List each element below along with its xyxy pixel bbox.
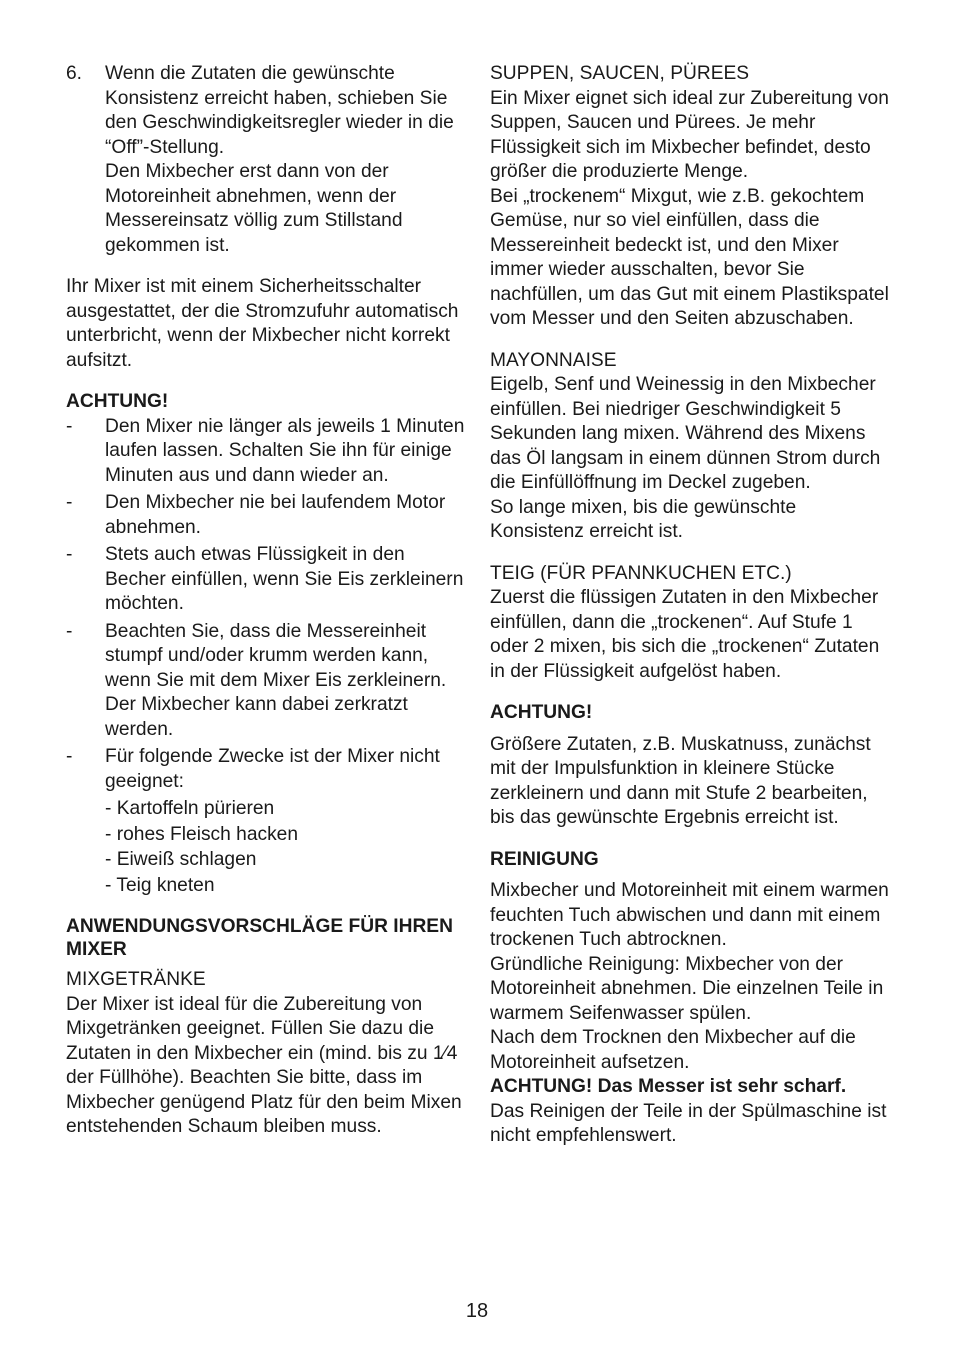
cleaning-heading: REINIGUNG bbox=[490, 848, 599, 870]
list-item: - rohes Fleisch hacken bbox=[105, 823, 299, 845]
left-column bbox=[66, 62, 466, 1140]
soups-text-2: Bei „trockenem“ Mixgut, wie z.B. gekochtem Gemüse, nur so viel einfüllen, dass die Messereinheit bedeckt ist, und den Mixer immer wieder ausschalten, bevor Sie nachfüllen, um das Gut mit einem Plastikspatel vom Messer und den Seiten abzuschaben. bbox=[490, 185, 889, 329]
dough-text: Zuerst die flüssigen Zutaten in den Mixbecher einfüllen, dann die „trockenen“. Auf Stufe 1 oder 2 mixen, bis sich die „trockenen“ Zutaten in der Flüssigkeit aufgelöst haben. bbox=[490, 587, 880, 682]
drinks-heading: MIXGETRÄNKE bbox=[66, 969, 206, 990]
list-item: - Teig kneten bbox=[105, 874, 215, 896]
step-6 bbox=[66, 62, 466, 258]
cleaning-warning: ACHTUNG! Das Messer ist sehr scharf. bbox=[490, 1076, 847, 1097]
warning-list bbox=[66, 415, 466, 899]
list-item: - Eiweiß schlagen bbox=[105, 849, 257, 870]
drinks-text: Der Mixer ist ideal für die Zubereitung von Mixgetränken geeignet. Füllen Sie dazu die Zutaten in den Mixbecher ein (mind. bis zu 1⁄4 der Füllhöhe). Beachten Sie bitte, dass im Mixbecher genügend Platz für den beim Mixen entstehenden Schaum bleiben muss. bbox=[66, 993, 462, 1137]
cleaning-text-3: Nach dem Trocknen den Mixbecher auf die Motoreinheit aufsetzen. bbox=[490, 1027, 856, 1073]
safety-switch-paragraph: Ihr Mixer ist mit einem Sicherheitsschalter ausgestattet, der die Stromzufuhr automatisch unterbricht, wenn der Mixbecher nicht korrekt aufsitzt. bbox=[66, 276, 459, 371]
suggestions-heading: ANWENDUNGSVORSCHLÄGE FÜR IHREN MIXER bbox=[66, 916, 453, 960]
mayo-heading: MAYONNAISE bbox=[490, 349, 617, 371]
list-item: - Für folgende Zwecke ist der Mixer nicht geeignet: - Kartoffeln pürieren - rohes Fleisch hacken - Eiweiß schlagen - Teig kneten bbox=[66, 745, 466, 898]
page-number: 18 bbox=[465, 1300, 489, 1322]
not-suitable-list bbox=[105, 797, 466, 898]
cleaning-text-2: Gründliche Reinigung: Mixbecher von der Motoreinheit abnehmen. Die einzelnen Teile in warmem Seifenwasser spülen. bbox=[490, 953, 884, 1024]
soups-text: Ein Mixer eignet sich ideal zur Zubereitung von Suppen, Saucen und Pürees. Je mehr Flüssigkeit sich im Mixbecher befindet, desto größer die produzierte Menge. bbox=[490, 87, 889, 182]
list-item: - Den Mixbecher nie bei laufendem Motor abnehmen. bbox=[66, 492, 446, 538]
step-number: 6. bbox=[66, 63, 83, 84]
cleaning-text-4: Das Reinigen der Teile in der Spülmaschine ist nicht empfehlenswert. bbox=[490, 1100, 887, 1146]
mayo-text: Eigelb, Senf und Weinessig in den Mixbecher einfüllen. Bei niedriger Geschwindigkeit 5 Sekunden lang mixen. Während des Mixens das Öl langsam in einem dünnen Strom durch die Einfüllöffnung im Deckel zugeben. bbox=[490, 374, 881, 493]
list-item: - Beachten Sie, dass die Messereinheit stumpf und/oder krumm werden kann, wenn Sie mit dem Mixer Eis zerkleinern. Der Mixbecher kann dabei zerkratzt werden. bbox=[66, 620, 447, 740]
right-column bbox=[490, 62, 894, 1149]
soups-heading: SUPPEN, SAUCEN, PÜREES bbox=[490, 63, 750, 84]
cleaning-text: Mixbecher und Motoreinheit mit einem warmen feuchten Tuch abwischen und dann mit einem trockenen Tuch abtrocknen. bbox=[490, 880, 889, 950]
warning-2-heading: ACHTUNG! bbox=[490, 702, 593, 723]
warning-2-text: Größere Zutaten, z.B. Muskatnuss, zunächst mit der Impulsfunktion in kleinere Stücke zerkleinern und dann mit Stufe 2 bearbeiten, bis das gewünschte Ergebnis erreicht ist. bbox=[490, 733, 871, 828]
step-6-text: Wenn die Zutaten die gewünschte Konsistenz erreicht haben, schieben Sie den Geschwindigkeitsregler wieder in die “Off”-Stellung. bbox=[105, 63, 454, 158]
list-item: - Den Mixer nie länger als jeweils 1 Minuten laufen lassen. Schalten Sie ihn für einige Minuten aus und dann wieder an. bbox=[66, 415, 465, 486]
dough-heading: TEIG (FÜR PFANNKUCHEN ETC.) bbox=[490, 562, 792, 584]
step-6-text-2: Den Mixbecher erst dann von der Motoreinheit abnehmen, wenn der Messereinsatz völlig zum Stillstand gekommen ist. bbox=[105, 161, 403, 256]
list-item: - Kartoffeln pürieren bbox=[105, 798, 275, 819]
mayo-text-2: So lange mixen, bis die gewünschte Konsistenz erreicht ist. bbox=[490, 496, 797, 542]
list-item: - Stets auch etwas Flüssigkeit in den Becher einfüllen, wenn Sie Eis zerkleinern möchten. bbox=[66, 544, 464, 614]
warning-heading: ACHTUNG! bbox=[66, 391, 169, 412]
